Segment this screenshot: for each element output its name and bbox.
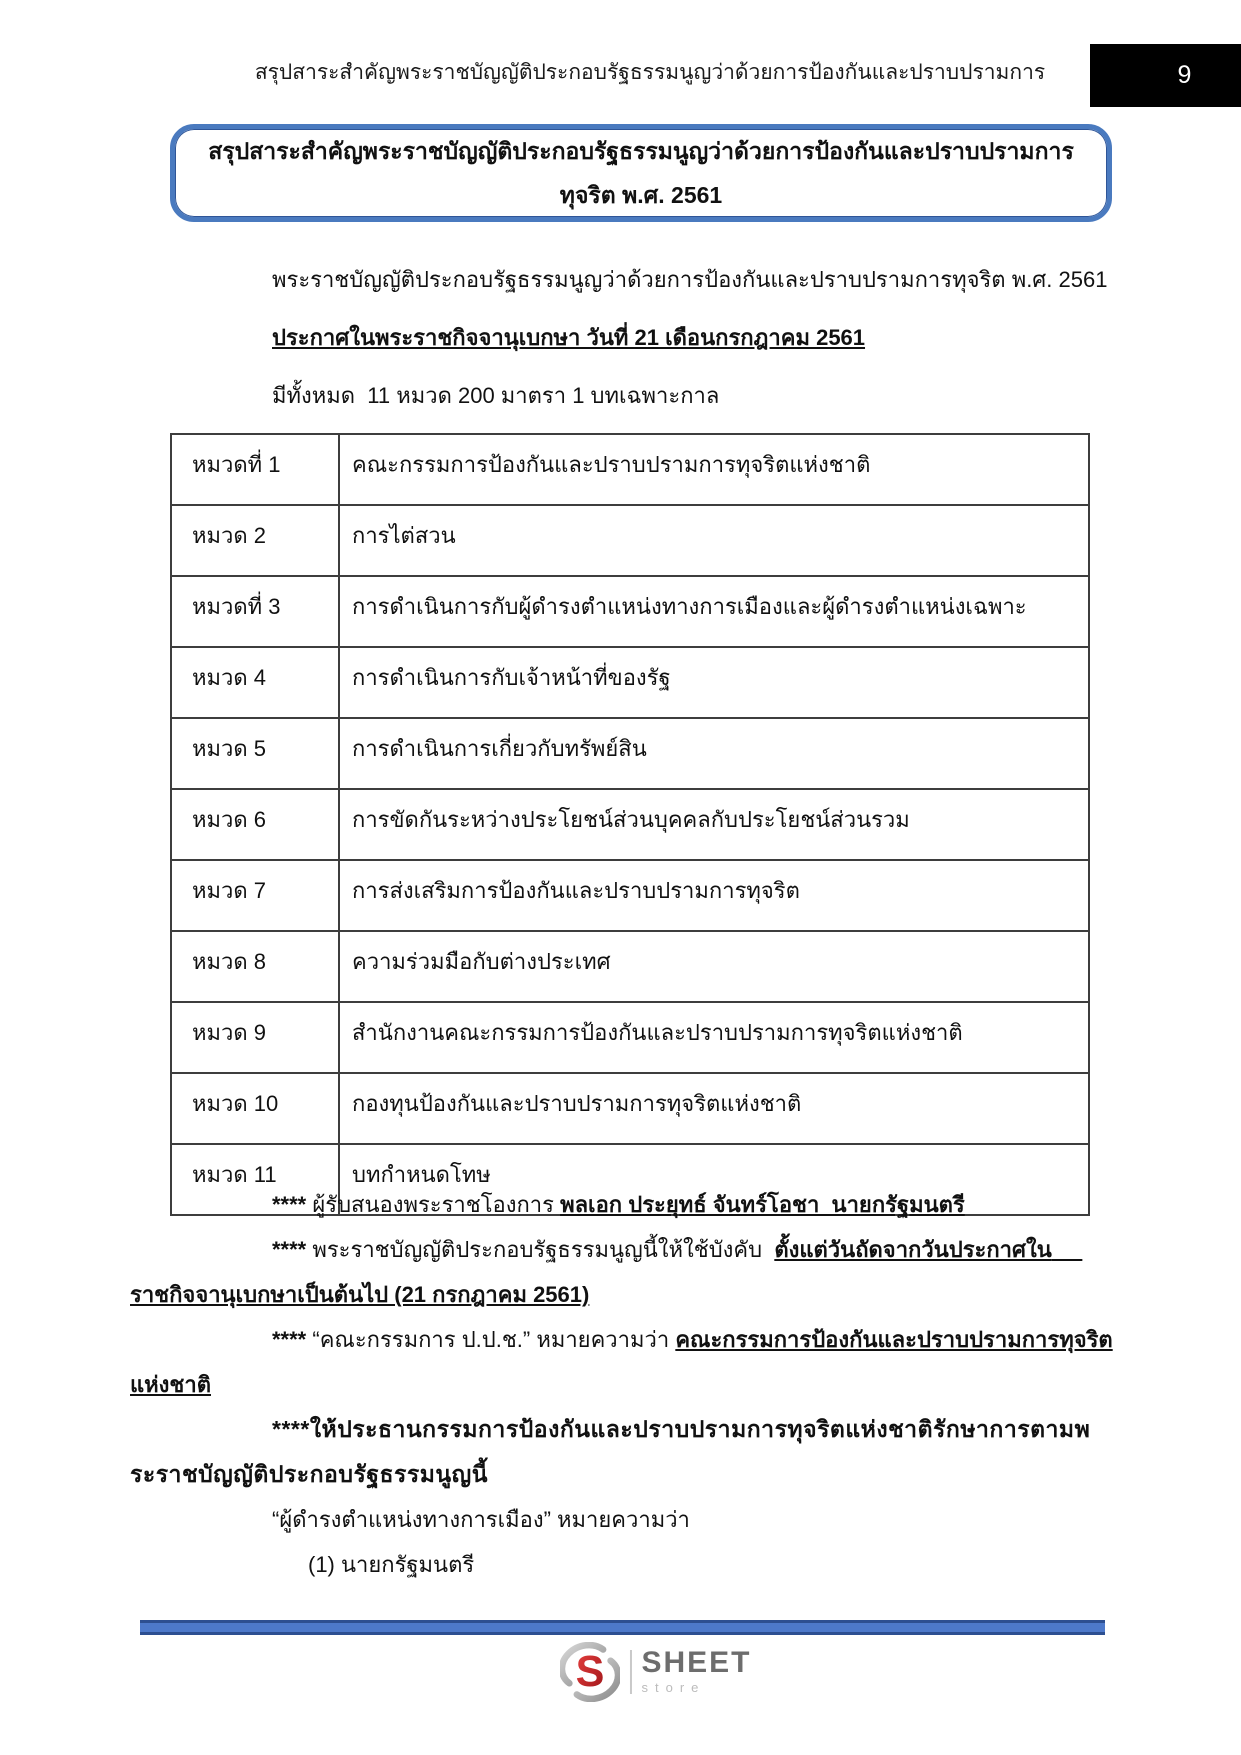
chapter-title-cell: การดำเนินการกับเจ้าหน้าที่ของรัฐ (339, 647, 1089, 718)
logo-mark-letter: S (575, 1648, 604, 1697)
logo-name: SHEET (641, 1646, 752, 1679)
chapter-cell: หมวด 4 (171, 647, 339, 718)
table-row (171, 1073, 1089, 1144)
table-row (171, 434, 1089, 505)
chapter-title-cell: ความร่วมมือกับต่างประเทศ (339, 931, 1089, 1002)
page-number-box (1090, 44, 1241, 107)
note-marker: **** (272, 1237, 307, 1262)
note-committee-definition (130, 1317, 1115, 1407)
notes-section (130, 1182, 1115, 1587)
footer-logo (559, 1642, 751, 1702)
note-emphasis: คณะกรรมการป้องกันและปราบปรามการทุจริตแห่งชาติ (130, 1327, 1113, 1397)
note-text: ผู้รับสนองพระราชโองการ (306, 1192, 561, 1217)
chapter-cell: หมวด 2 (171, 505, 339, 576)
chapter-title-cell: การไต่สวน (339, 505, 1089, 576)
chapters-table-body (171, 434, 1089, 1215)
note-caretaker (130, 1407, 1115, 1497)
chapter-title-cell: การขัดกันระหว่างประโยชน์ส่วนบุคคลกับประโยชน์ส่วนรวม (339, 789, 1089, 860)
page-title: สรุปสาระสำคัญพระราชบัญญัติประกอบรัฐธรรมนูญว่าด้วยการป้องกันและปราบปรามการทุจริต พ.ศ. 2561 (208, 138, 1074, 208)
table-row (171, 789, 1089, 860)
chapter-cell: หมวด 9 (171, 1002, 339, 1073)
chapter-cell: หมวดที่ 1 (171, 434, 339, 505)
intro-structure-summary: มีทั้งหมด 11 หมวด 200 มาตรา 1 บทเฉพาะกาล (272, 383, 720, 408)
logo-divider (629, 1650, 631, 1694)
logo-text (641, 1648, 751, 1696)
note-marker: **** (272, 1416, 310, 1442)
chapter-cell: หมวดที่ 3 (171, 576, 339, 647)
note-text: (1) นายกรัฐมนตรี (308, 1552, 475, 1577)
note-emphasis: ตั้งแต่วันถัดจากวันประกาศใน ราชกิจจานุเบกษาเป็นต้นไป (21 กรกฎาคม 2561) (130, 1237, 1083, 1307)
table-row (171, 505, 1089, 576)
running-header: สรุปสาระสำคัญพระราชบัญญัติประกอบรัฐธรรมนูญว่าด้วยการป้องกันและปราบปรามการ (254, 61, 1046, 84)
table-row (171, 576, 1089, 647)
note-marker: **** (272, 1192, 307, 1217)
chapter-cell: หมวด 8 (171, 931, 339, 1002)
chapter-title-cell: การดำเนินการเกี่ยวกับทรัพย์สิน (339, 718, 1089, 789)
table-row (171, 647, 1089, 718)
intro-gazette-date: ประกาศในพระราชกิจจานุเบกษา วันที่ 21 เดือนกรกฎาคม 2561 (272, 325, 866, 350)
note-effective-date (130, 1227, 1115, 1317)
chapter-title-cell: สำนักงานคณะกรรมการป้องกันและปราบปรามการทุจริตแห่งชาติ (339, 1002, 1089, 1073)
note-emphasis: พลเอก ประยุทธ์ จันทร์โอชา นายกรัฐมนตรี (560, 1192, 965, 1217)
chapter-cell: หมวด 6 (171, 789, 339, 860)
table-row (171, 931, 1089, 1002)
chapter-title-cell: บทกำหนดโทษ (339, 1144, 1089, 1215)
page-number: 9 (1177, 61, 1192, 89)
chapters-table (170, 433, 1090, 1216)
table-row (171, 1002, 1089, 1073)
table-row (171, 860, 1089, 931)
chapter-cell: หมวด 10 (171, 1073, 339, 1144)
chapter-title-cell: กองทุนป้องกันและปราบปรามการทุจริตแห่งชาติ (339, 1073, 1089, 1144)
chapter-cell: หมวด 5 (171, 718, 339, 789)
table-row (171, 718, 1089, 789)
footer-divider-bar (140, 1620, 1105, 1635)
chapter-title-cell: การดำเนินการกับผู้ดำรงตำแหน่งทางการเมืองและผู้ดำรงตำแหน่งเฉพาะ (339, 576, 1089, 647)
note-political-position (130, 1497, 1115, 1542)
note-marker: **** (272, 1327, 307, 1352)
note-text: “ผู้ดำรงตำแหน่งทางการเมือง” หมายความว่า (272, 1507, 690, 1532)
note-text: ให้ประธานกรรมการป้องกันและปราบปรามการทุจริตแห่งชาติรักษาการตามพระราชบัญญัติประกอบรัฐธรรมนูญนี้ (130, 1416, 1091, 1487)
note-countersign (130, 1182, 1115, 1227)
intro-act-name: พระราชบัญญัติประกอบรัฐธรรมนูญว่าด้วยการป้องกันและปราบปรามการทุจริต พ.ศ. 2561 (272, 267, 1108, 292)
chapter-cell: หมวด 11 (171, 1144, 339, 1215)
chapter-title-cell: การส่งเสริมการป้องกันและปราบปรามการทุจริต (339, 860, 1089, 931)
sheet-store-logo-icon (559, 1642, 619, 1702)
note-item-1 (130, 1542, 1115, 1587)
title-box (170, 124, 1112, 222)
chapter-cell: หมวด 7 (171, 860, 339, 931)
note-text: พระราชบัญญัติประกอบรัฐธรรมนูญนี้ให้ใช้บังคับ (306, 1237, 775, 1262)
logo-subtitle: store (641, 1680, 706, 1695)
chapter-title-cell: คณะกรรมการป้องกันและปราบปรามการทุจริตแห่งชาติ (339, 434, 1089, 505)
note-text: “คณะกรรมการ ป.ป.ช.” หมายความว่า (306, 1327, 676, 1352)
